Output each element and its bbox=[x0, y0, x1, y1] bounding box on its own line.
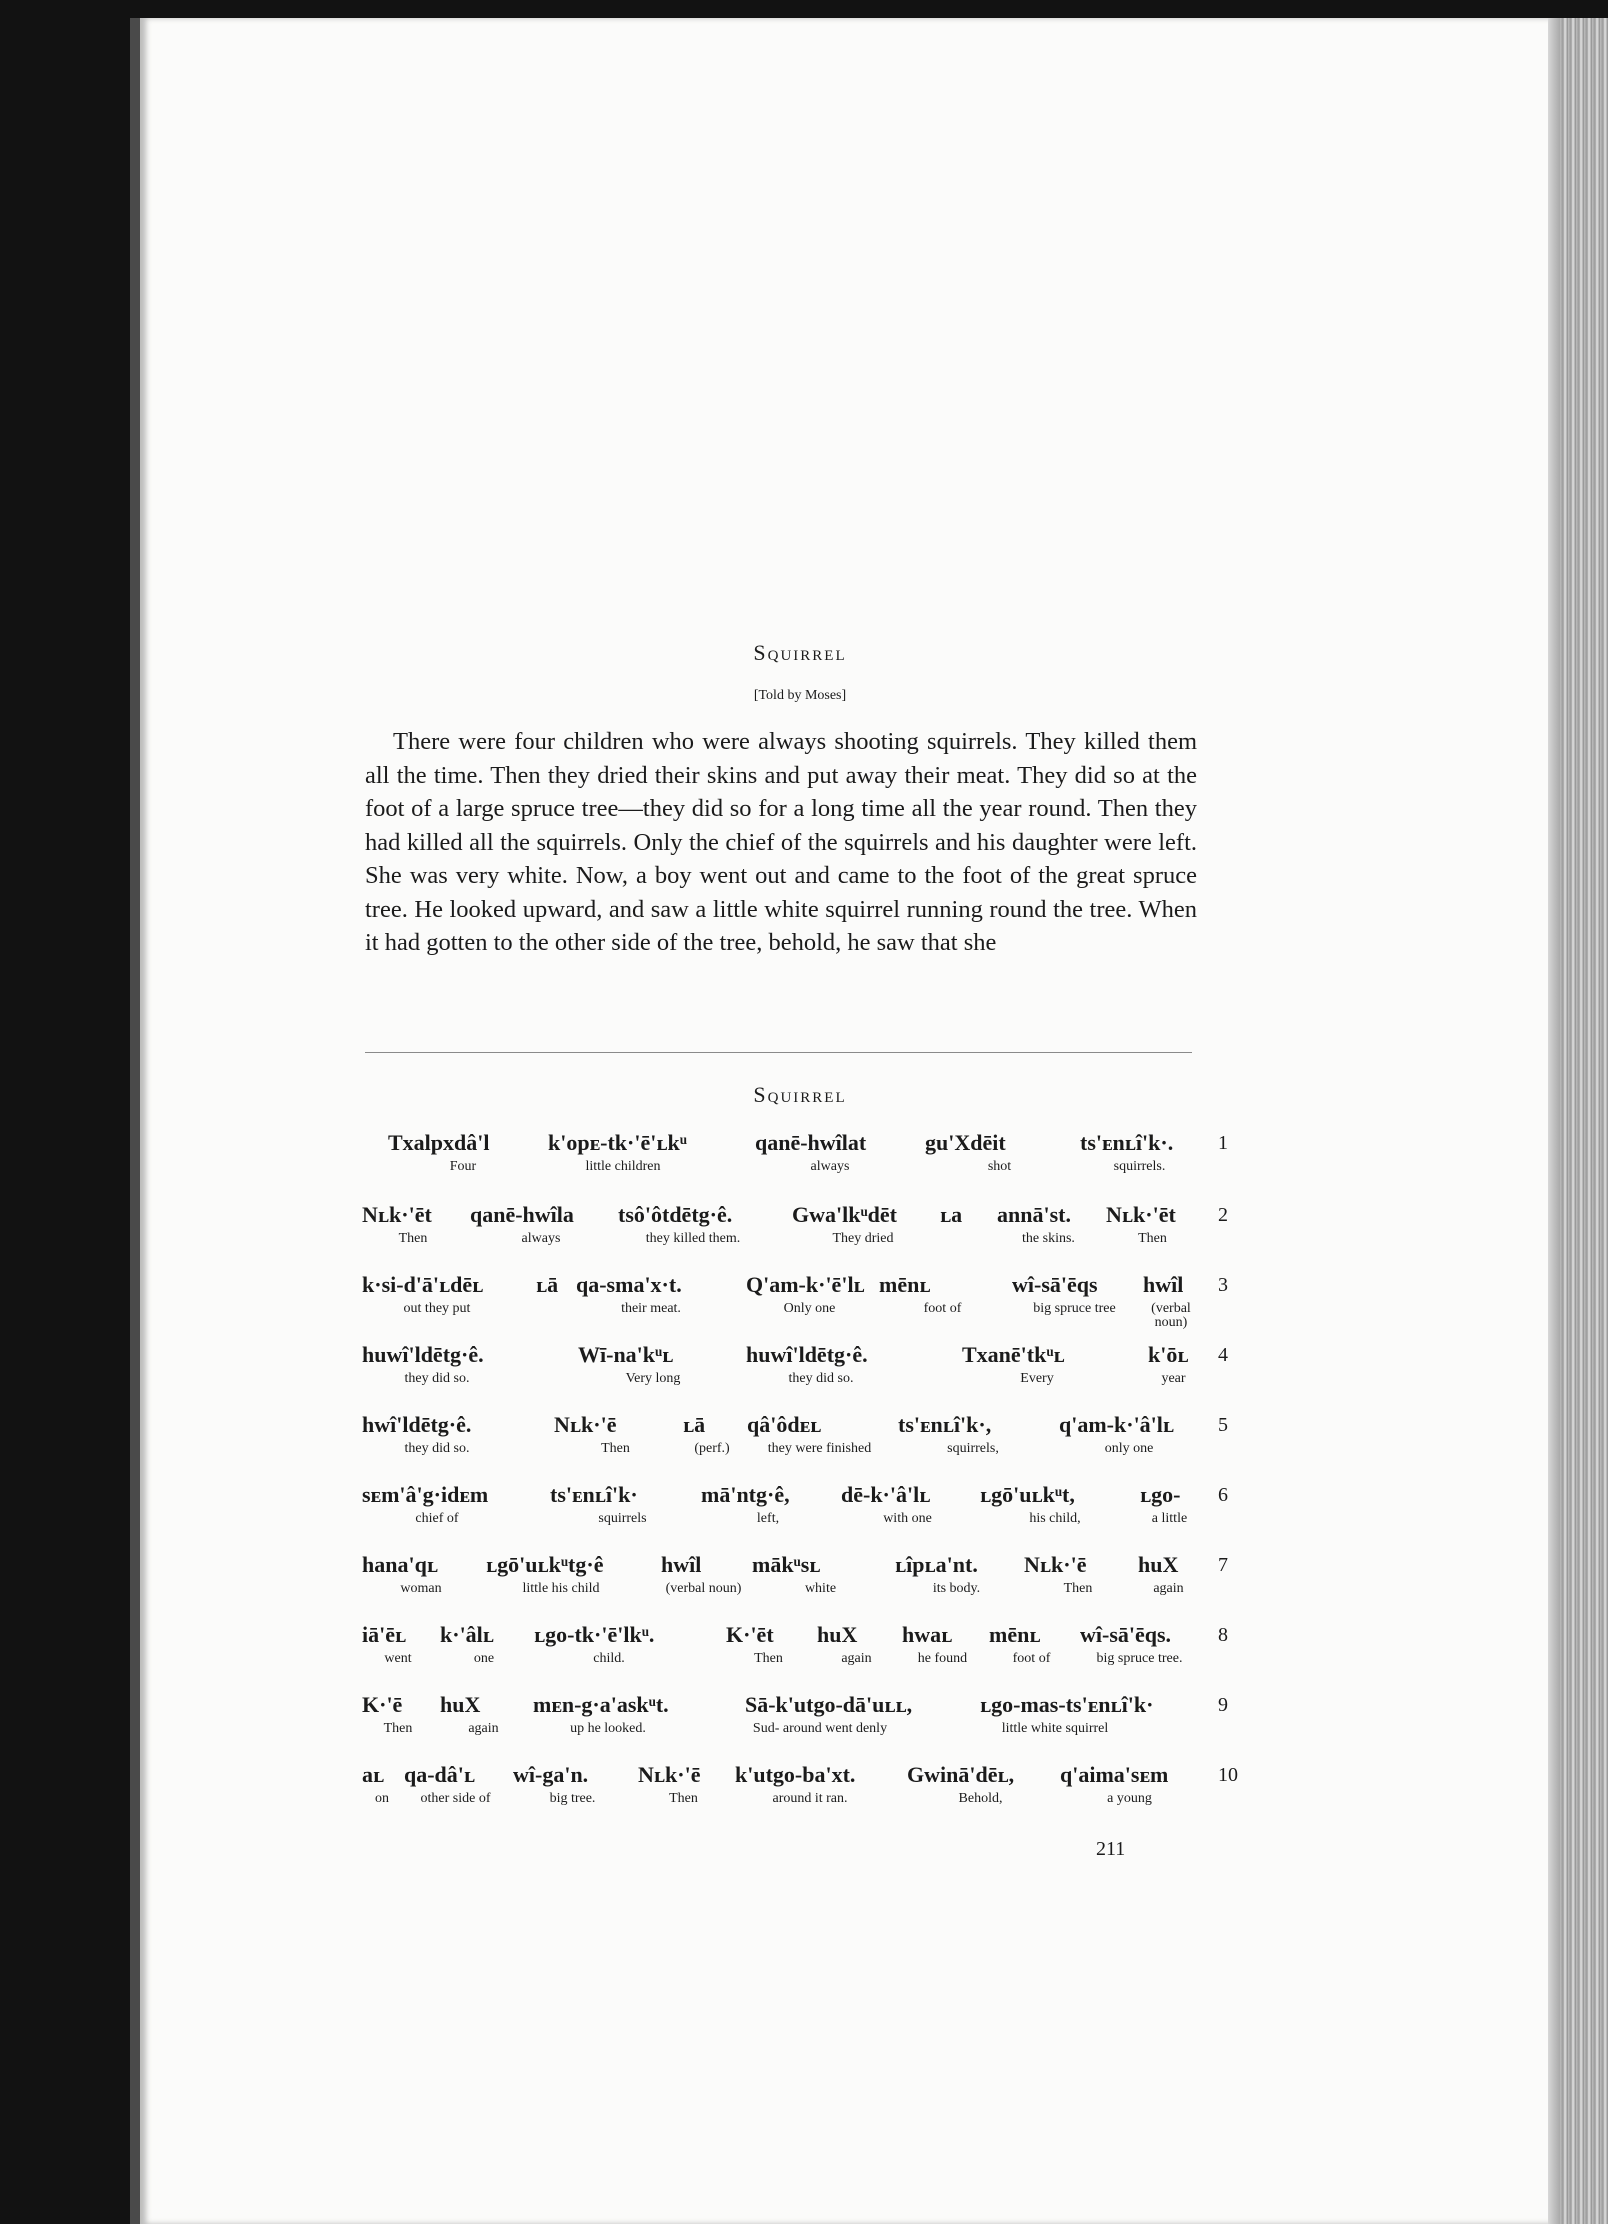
native-word: ʟgo-tk·'ē'lkᵘ. bbox=[534, 1622, 655, 1647]
gloss: Then bbox=[383, 1721, 413, 1736]
interlinear-line-3 bbox=[0, 1272, 1608, 1344]
native-word: Nʟk·'ē bbox=[554, 1412, 617, 1437]
gloss: woman bbox=[400, 1581, 442, 1596]
native-word: q'am-k·'â'lʟ bbox=[1059, 1412, 1175, 1437]
native-word: K·'ē bbox=[362, 1692, 403, 1717]
native-word: wî-ga'n. bbox=[513, 1762, 589, 1787]
book-page bbox=[140, 18, 1560, 2224]
native-word: hwîl bbox=[1143, 1272, 1184, 1297]
gloss: little white squirrel bbox=[1001, 1721, 1109, 1736]
gloss: out they put bbox=[403, 1301, 471, 1316]
section-divider bbox=[365, 1052, 1192, 1053]
line-number: 7 bbox=[1218, 1554, 1228, 1576]
native-word: mēnʟ bbox=[879, 1272, 931, 1297]
gloss: child. bbox=[593, 1651, 625, 1666]
interlinear-line-2 bbox=[0, 1202, 1608, 1274]
native-word: mᴇn-g·a'askᵘt. bbox=[533, 1692, 669, 1717]
gloss: white bbox=[804, 1581, 837, 1596]
line-number: 1 bbox=[1218, 1132, 1228, 1154]
native-word: K·'ēt bbox=[726, 1622, 774, 1647]
native-word: dē-k·'â'lʟ bbox=[841, 1482, 931, 1507]
gloss: a little bbox=[1151, 1511, 1188, 1526]
native-word: ʟgō'uʟkᵘt, bbox=[980, 1482, 1075, 1507]
native-word: Txanē'tkᵘʟ bbox=[962, 1342, 1065, 1367]
gloss: Four bbox=[449, 1159, 477, 1174]
line-number: 10 bbox=[1218, 1764, 1238, 1786]
interlinear-line-8 bbox=[0, 1622, 1608, 1694]
page-number: 211 bbox=[1096, 1838, 1126, 1860]
interlinear-line-4 bbox=[0, 1342, 1608, 1414]
native-word: ʟgo-mas-ts'ᴇnʟî'k· bbox=[980, 1692, 1154, 1717]
translation-paragraph: There were four children who were always shooting squirrels. They killed them all the time. Then they dried their skins and put away their meat. They did so at the foot of a large spruce tree—they did so for a long time all the year round. Then they had killed all the squirrels. Only the chief of the squirrels and his daughter were left. She was very white. Now, a boy went out and came to the foot of the great spruce tree. He looked upward, and saw a little white squirrel running round the tree. When it had gotten to the other side of the tree, behold, he saw that she bbox=[365, 728, 1197, 956]
native-word: aʟ bbox=[362, 1762, 385, 1787]
gloss: Very long bbox=[625, 1371, 681, 1386]
binding-shadow bbox=[130, 18, 140, 2224]
native-word: wî-sā'ēqs bbox=[1012, 1272, 1098, 1297]
gloss: big tree. bbox=[549, 1791, 596, 1806]
gloss: he found bbox=[917, 1651, 968, 1666]
gloss: Then bbox=[1063, 1581, 1093, 1596]
native-word: huwî'ldētg·ê. bbox=[362, 1342, 484, 1367]
native-word: k'opᴇ-tk·'ē'ʟkᵘ bbox=[548, 1130, 687, 1155]
native-word: mā'ntg·ê, bbox=[701, 1482, 790, 1507]
native-word: hana'qʟ bbox=[362, 1552, 438, 1577]
gloss: the skins. bbox=[1022, 1231, 1075, 1246]
interlinear-line-1 bbox=[0, 1130, 1608, 1202]
gloss: always bbox=[810, 1159, 850, 1174]
gloss: with one bbox=[883, 1511, 932, 1526]
native-word: ʟā bbox=[683, 1412, 706, 1437]
native-word: huX bbox=[817, 1622, 858, 1647]
narrator-note: [Told by Moses] bbox=[753, 688, 847, 703]
native-word: ts'ᴇnʟî'k·, bbox=[898, 1412, 992, 1437]
line-number: 8 bbox=[1218, 1624, 1228, 1646]
native-word: q'aima'sᴇm bbox=[1060, 1762, 1169, 1787]
gloss: other side of bbox=[420, 1791, 491, 1806]
gloss: they did so. bbox=[788, 1371, 854, 1386]
native-word: qa-sma'x·t. bbox=[576, 1272, 682, 1297]
native-word: qanē-hwîlat bbox=[755, 1130, 867, 1155]
gloss: foot of bbox=[923, 1301, 962, 1316]
gloss: they killed them. bbox=[645, 1231, 741, 1246]
line-number: 3 bbox=[1218, 1274, 1228, 1296]
gloss: Sud- around went denly bbox=[752, 1721, 888, 1736]
native-word: qanē-hwîla bbox=[470, 1202, 574, 1227]
native-word: ʟgō'uʟkᵘtg·ê bbox=[486, 1552, 604, 1577]
native-word: Txalpxdâ'l bbox=[388, 1130, 490, 1155]
gloss: squirrels. bbox=[1113, 1159, 1166, 1174]
gloss: (verbal noun) bbox=[665, 1581, 742, 1596]
native-word: k'ōʟ bbox=[1148, 1342, 1189, 1367]
page-stack-edges bbox=[1560, 18, 1608, 2224]
gloss: foot of bbox=[1012, 1651, 1051, 1666]
gloss: always bbox=[521, 1231, 561, 1246]
gloss: left, bbox=[756, 1511, 780, 1526]
native-word: Sā-k'utgo-dā'uʟʟ, bbox=[745, 1692, 913, 1717]
native-text-title: Squirrel bbox=[753, 1082, 847, 1107]
native-word: hwî'ldētg·ê. bbox=[362, 1412, 472, 1437]
line-number: 5 bbox=[1218, 1414, 1228, 1436]
line-number: 4 bbox=[1218, 1344, 1228, 1366]
gloss: again bbox=[841, 1651, 872, 1666]
line-number: 2 bbox=[1218, 1204, 1228, 1226]
gloss: Behold, bbox=[958, 1791, 1003, 1806]
native-word: k·'âlʟ bbox=[440, 1622, 494, 1647]
gloss: a young bbox=[1107, 1791, 1152, 1806]
native-word: huwî'ldētg·ê. bbox=[746, 1342, 868, 1367]
page-stack-edge bbox=[1548, 18, 1560, 2224]
gloss: Then bbox=[398, 1231, 428, 1246]
native-word: ts'ᴇnʟî'k· bbox=[550, 1482, 638, 1507]
gloss: went bbox=[384, 1651, 412, 1666]
native-word: mēnʟ bbox=[989, 1622, 1041, 1647]
native-word: qâ'ôdᴇʟ bbox=[747, 1412, 822, 1437]
gloss: its body. bbox=[932, 1581, 981, 1596]
native-word: Nʟk·'ē bbox=[1024, 1552, 1087, 1577]
native-word: gu'Xdēit bbox=[925, 1130, 1006, 1155]
gloss: they did so. bbox=[404, 1441, 470, 1456]
interlinear-line-6 bbox=[0, 1482, 1608, 1554]
native-word: Gwinā'dēʟ, bbox=[907, 1762, 1015, 1787]
native-word: ʟgo- bbox=[1140, 1482, 1181, 1507]
gloss: chief of bbox=[415, 1511, 459, 1526]
interlinear-line-5 bbox=[0, 1412, 1608, 1484]
gloss: Then bbox=[754, 1651, 783, 1666]
native-word: huX bbox=[1138, 1552, 1179, 1577]
native-word: Nʟk·'ēt bbox=[362, 1202, 432, 1227]
native-word: Wī-na'kᵘʟ bbox=[578, 1342, 674, 1367]
native-word: qa-dâ'ʟ bbox=[404, 1762, 476, 1787]
gloss: year bbox=[1161, 1371, 1186, 1386]
interlinear-line-7 bbox=[0, 1552, 1608, 1624]
native-word: wî-sā'ēqs. bbox=[1080, 1622, 1172, 1647]
story-title: Squirrel bbox=[753, 640, 847, 665]
native-word: tsô'ôtdētg·ê. bbox=[618, 1202, 733, 1227]
gloss: big spruce tree bbox=[1033, 1301, 1116, 1316]
gloss: Then bbox=[669, 1791, 698, 1806]
native-word: k·si-d'ā'ʟdēʟ bbox=[362, 1272, 484, 1297]
gloss: his child, bbox=[1029, 1511, 1081, 1526]
gloss: little children bbox=[585, 1159, 661, 1174]
gloss: They dried bbox=[832, 1231, 894, 1246]
gloss: they were finished bbox=[767, 1441, 872, 1456]
native-word: Gwa'lkᵘdēt bbox=[792, 1202, 897, 1227]
gloss: on bbox=[375, 1791, 389, 1806]
gloss: Then bbox=[1138, 1231, 1167, 1246]
gloss: only one bbox=[1104, 1441, 1154, 1456]
gloss: around it ran. bbox=[772, 1791, 848, 1806]
gloss: big spruce tree. bbox=[1096, 1651, 1183, 1666]
gloss: again bbox=[1153, 1581, 1184, 1596]
gloss: (perf.) bbox=[694, 1441, 730, 1456]
gloss: Then bbox=[601, 1441, 630, 1456]
gloss: one bbox=[473, 1651, 495, 1666]
native-word: Nʟk·'ēt bbox=[1106, 1202, 1176, 1227]
native-word: annā'st. bbox=[997, 1202, 1071, 1227]
gloss: shot bbox=[987, 1159, 1012, 1174]
native-word: hwaʟ bbox=[902, 1622, 953, 1647]
gloss: again bbox=[468, 1721, 499, 1736]
gloss: squirrels bbox=[598, 1511, 647, 1526]
native-word: sᴇm'â'g·idᴇm bbox=[362, 1482, 489, 1507]
line-number: 6 bbox=[1218, 1484, 1228, 1506]
native-word: k'utgo-ba'xt. bbox=[735, 1762, 856, 1787]
native-word: Nʟk·'ē bbox=[638, 1762, 701, 1787]
native-word: ʟā bbox=[536, 1272, 559, 1297]
native-word: huX bbox=[440, 1692, 481, 1717]
interlinear-line-9 bbox=[0, 1692, 1608, 1764]
native-word: ʟîpʟa'nt. bbox=[895, 1552, 978, 1577]
native-word: mākᵘsʟ bbox=[752, 1552, 821, 1577]
gloss: little his child bbox=[522, 1581, 600, 1596]
native-word: Q'am-k·'ē'lʟ bbox=[746, 1272, 865, 1297]
native-word: iā'ēʟ bbox=[362, 1622, 407, 1647]
gloss: up he looked. bbox=[570, 1721, 646, 1736]
line-number: 9 bbox=[1218, 1694, 1228, 1716]
gloss: Every bbox=[1020, 1371, 1054, 1386]
native-word: hwîl bbox=[661, 1552, 702, 1577]
gloss: (verbal noun) bbox=[1151, 1301, 1191, 1330]
gloss: squirrels, bbox=[947, 1441, 999, 1456]
native-word: ʟa bbox=[940, 1202, 963, 1227]
gloss: they did so. bbox=[404, 1371, 470, 1386]
gloss: their meat. bbox=[621, 1301, 681, 1316]
interlinear-line-10 bbox=[0, 1762, 1608, 1834]
native-word: ts'ᴇnʟî'k·. bbox=[1080, 1130, 1174, 1155]
gloss: Only one bbox=[783, 1301, 836, 1316]
